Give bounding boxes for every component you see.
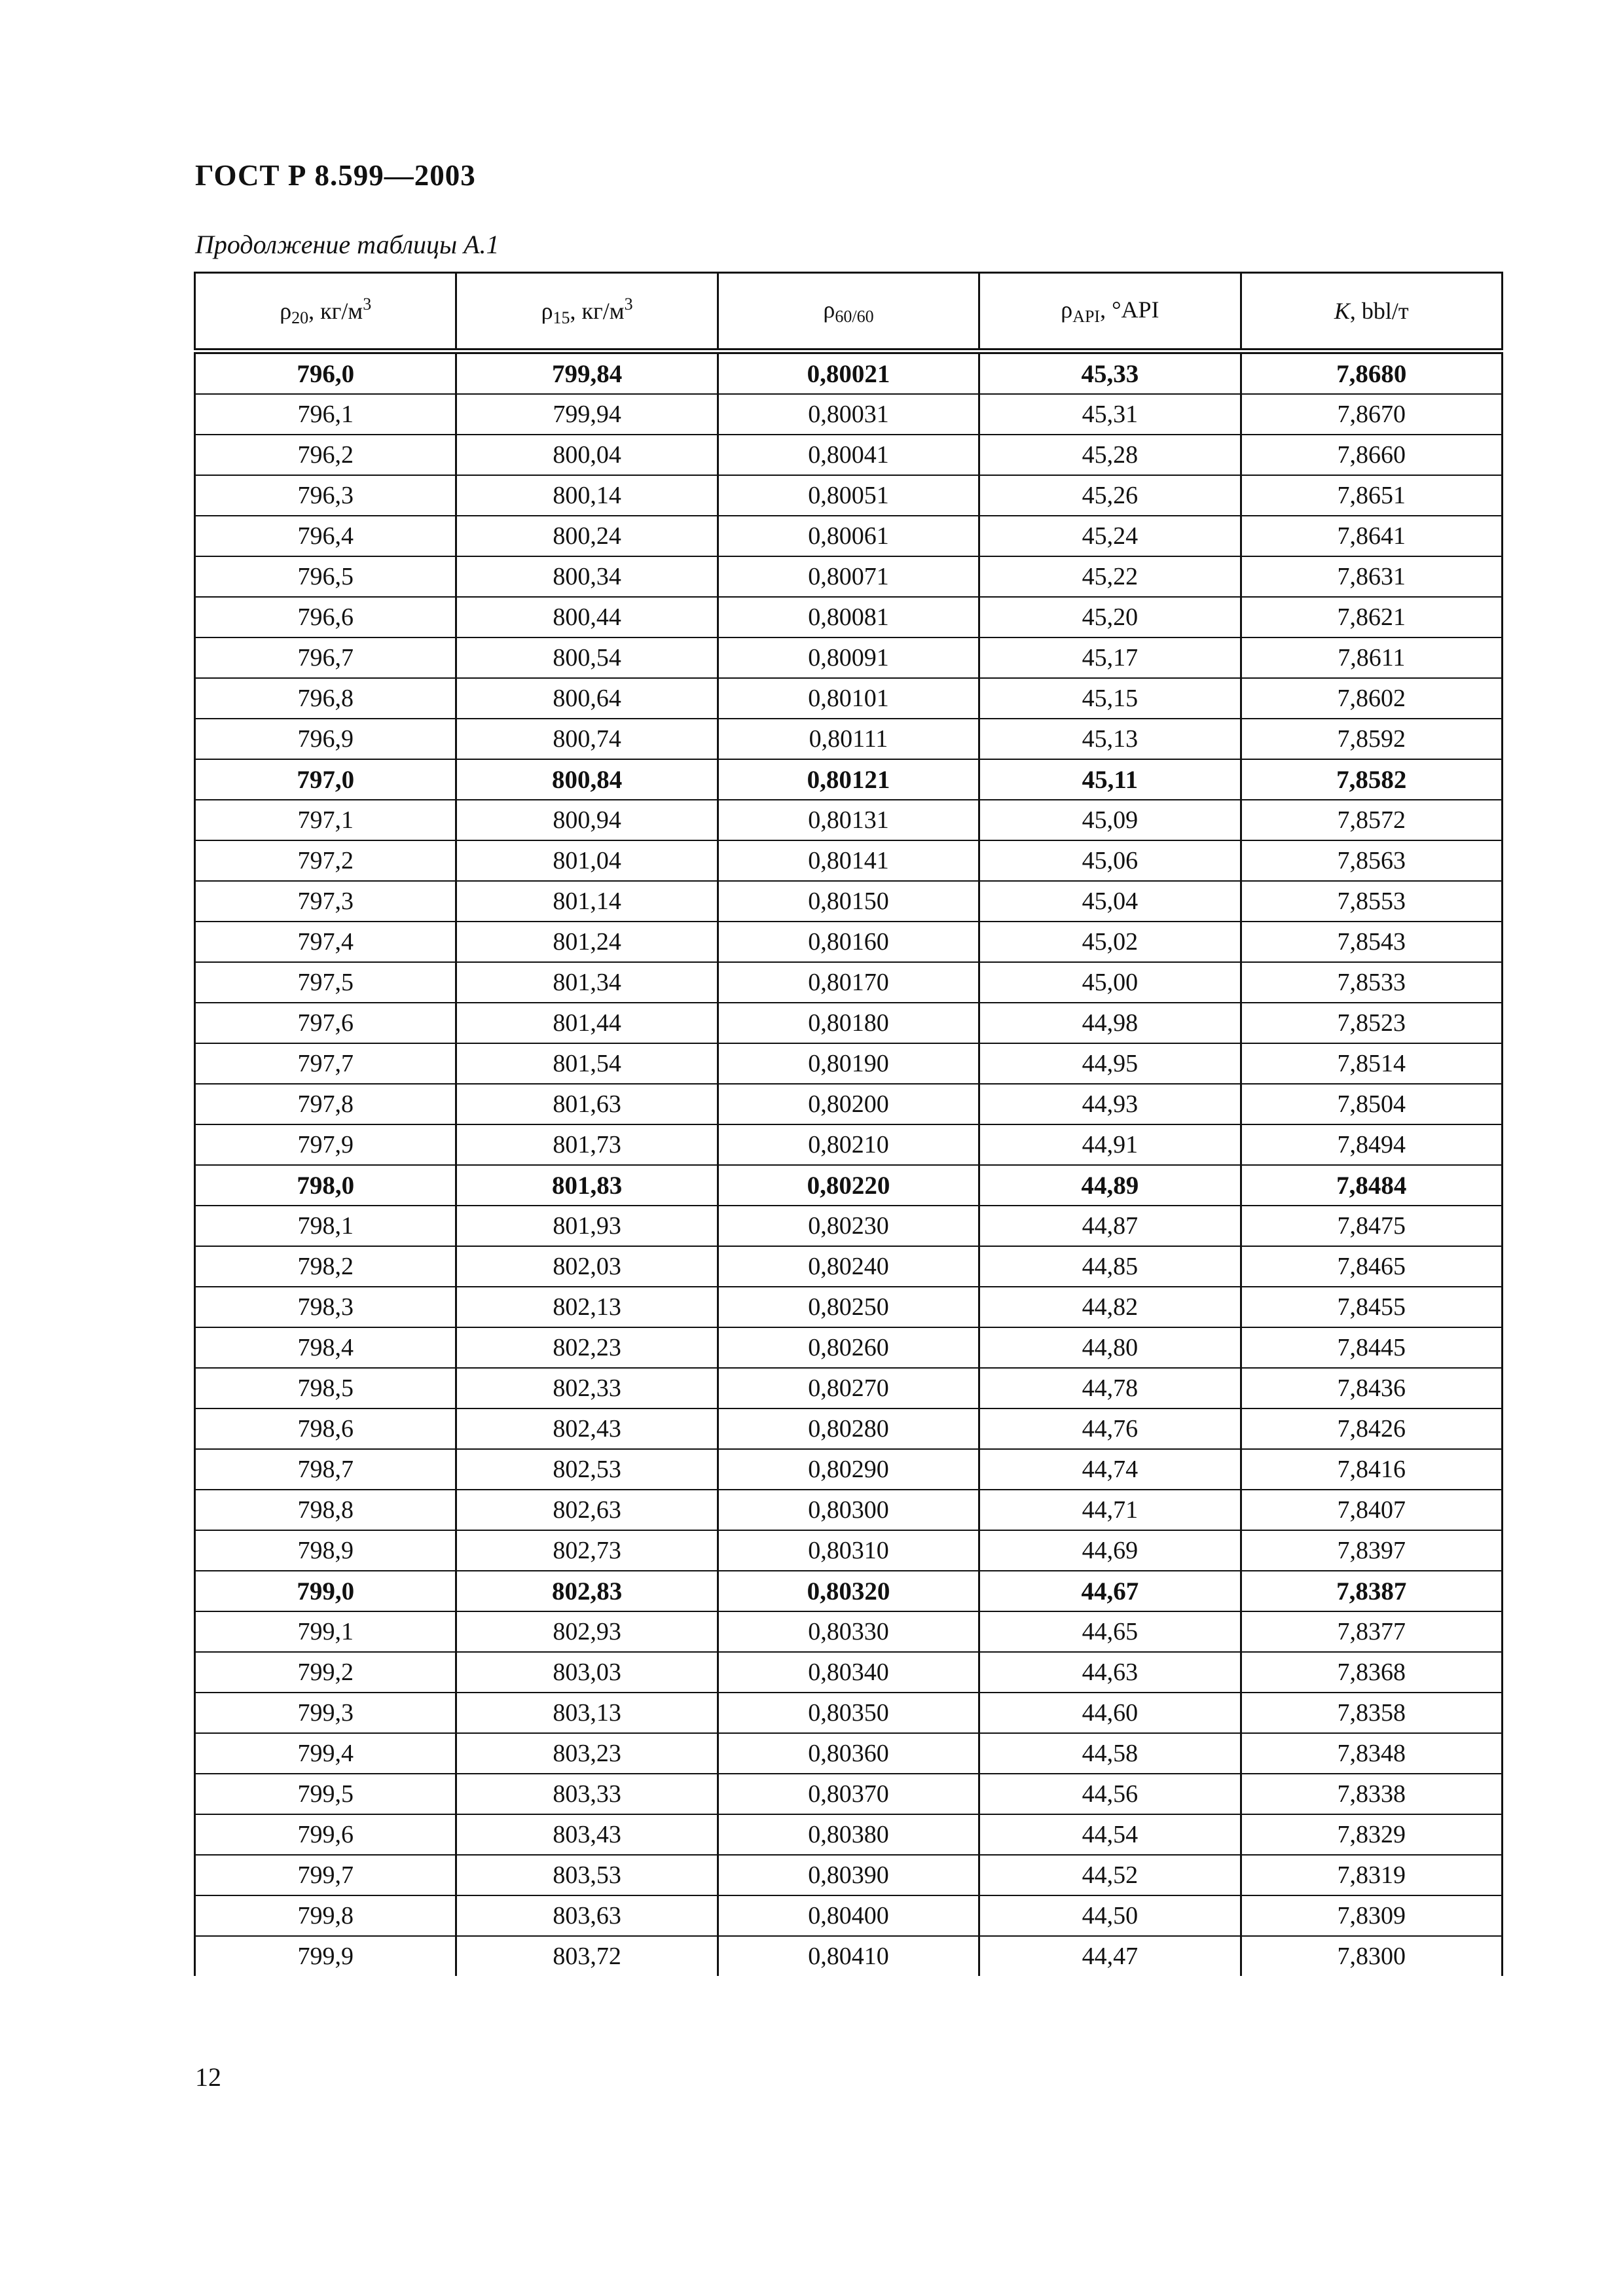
cell-k: 7,8641 (1241, 516, 1502, 556)
cell-rho20: 797,1 (195, 800, 456, 840)
cell-rho60-60: 0,80230 (718, 1206, 979, 1246)
cell-rho60-60: 0,80101 (718, 678, 979, 719)
cell-rho20: 796,2 (195, 435, 456, 475)
column-header-rho15 (456, 273, 718, 351)
cell-rho60-60: 0,80081 (718, 597, 979, 637)
table-row (195, 435, 1503, 475)
cell-k: 7,8407 (1241, 1490, 1502, 1530)
cell-rho20: 799,4 (195, 1733, 456, 1774)
column-header-rho-api (979, 273, 1241, 351)
column-header-rho60-60 (718, 273, 979, 351)
cell-rho15: 800,34 (456, 556, 718, 597)
cell-rho20: 796,0 (195, 351, 456, 395)
cell-rho60-60: 0,80150 (718, 881, 979, 922)
page-number: 12 (195, 2062, 221, 2092)
column-unit: , bbl/т (1349, 298, 1409, 324)
cell-rho20: 797,7 (195, 1043, 456, 1084)
column-superscript: 3 (624, 294, 633, 314)
table-row (195, 922, 1503, 962)
cell-rho-api: 45,02 (979, 922, 1241, 962)
table-row (195, 1814, 1503, 1855)
cell-rho15: 800,14 (456, 475, 718, 516)
cell-rho20: 798,1 (195, 1206, 456, 1246)
cell-rho60-60: 0,80400 (718, 1895, 979, 1936)
cell-k: 7,8455 (1241, 1287, 1502, 1327)
column-symbol: K (1334, 298, 1350, 324)
cell-rho60-60: 0,80390 (718, 1855, 979, 1895)
density-table (194, 272, 1503, 1976)
cell-rho20: 796,3 (195, 475, 456, 516)
cell-k: 7,8553 (1241, 881, 1502, 922)
column-unit: , кг/м (308, 297, 363, 324)
document-code: ГОСТ Р 8.599—2003 (195, 159, 476, 192)
table-row (195, 1084, 1503, 1124)
cell-rho60-60: 0,80061 (718, 516, 979, 556)
cell-rho60-60: 0,80170 (718, 962, 979, 1003)
table-row (195, 1368, 1503, 1408)
cell-rho20: 798,3 (195, 1287, 456, 1327)
table-row (195, 1246, 1503, 1287)
cell-rho15: 802,43 (456, 1408, 718, 1449)
cell-rho-api: 44,58 (979, 1733, 1241, 1774)
table-row (195, 1206, 1503, 1246)
cell-rho15: 801,14 (456, 881, 718, 922)
cell-k: 7,8358 (1241, 1693, 1502, 1733)
cell-rho15: 803,33 (456, 1774, 718, 1814)
cell-rho-api: 44,78 (979, 1368, 1241, 1408)
cell-rho-api: 45,09 (979, 800, 1241, 840)
table-row (195, 800, 1503, 840)
table-row (195, 1003, 1503, 1043)
cell-rho20: 799,3 (195, 1693, 456, 1733)
cell-rho20: 797,0 (195, 759, 456, 800)
cell-rho60-60: 0,80320 (718, 1571, 979, 1611)
cell-rho15: 799,94 (456, 394, 718, 435)
table-row (195, 637, 1503, 678)
cell-rho-api: 44,67 (979, 1571, 1241, 1611)
column-subscript: 60/60 (835, 306, 874, 326)
cell-rho15: 801,63 (456, 1084, 718, 1124)
cell-k: 7,8523 (1241, 1003, 1502, 1043)
cell-rho60-60: 0,80210 (718, 1124, 979, 1165)
cell-rho60-60: 0,80220 (718, 1165, 979, 1206)
column-symbol: ρ (823, 296, 835, 323)
table-row (195, 881, 1503, 922)
table-row (195, 678, 1503, 719)
table-row (195, 1124, 1503, 1165)
table-row (195, 1571, 1503, 1611)
cell-rho-api: 44,74 (979, 1449, 1241, 1490)
table-row (195, 1287, 1503, 1327)
cell-rho15: 800,24 (456, 516, 718, 556)
table-row (195, 962, 1503, 1003)
header-row (195, 273, 1503, 351)
cell-rho-api: 44,56 (979, 1774, 1241, 1814)
cell-k: 7,8338 (1241, 1774, 1502, 1814)
cell-rho20: 798,2 (195, 1246, 456, 1287)
table-row (195, 1165, 1503, 1206)
cell-rho-api: 44,80 (979, 1327, 1241, 1368)
cell-rho15: 800,64 (456, 678, 718, 719)
column-subscript: 20 (291, 308, 309, 327)
cell-rho60-60: 0,80180 (718, 1003, 979, 1043)
cell-rho15: 803,63 (456, 1895, 718, 1936)
table-row (195, 1530, 1503, 1571)
cell-rho60-60: 0,80370 (718, 1774, 979, 1814)
cell-k: 7,8368 (1241, 1652, 1502, 1693)
cell-rho15: 800,44 (456, 597, 718, 637)
cell-rho15: 803,53 (456, 1855, 718, 1895)
column-header-k (1241, 273, 1502, 351)
cell-rho20: 799,0 (195, 1571, 456, 1611)
cell-rho15: 802,33 (456, 1368, 718, 1408)
cell-rho-api: 44,47 (979, 1936, 1241, 1976)
table-row (195, 556, 1503, 597)
cell-rho20: 799,7 (195, 1855, 456, 1895)
cell-rho15: 800,54 (456, 637, 718, 678)
cell-rho-api: 44,63 (979, 1652, 1241, 1693)
cell-rho60-60: 0,80141 (718, 840, 979, 881)
cell-rho60-60: 0,80160 (718, 922, 979, 962)
cell-k: 7,8329 (1241, 1814, 1502, 1855)
cell-rho20: 797,3 (195, 881, 456, 922)
cell-rho20: 796,8 (195, 678, 456, 719)
cell-rho15: 802,23 (456, 1327, 718, 1368)
cell-k: 7,8680 (1241, 351, 1502, 395)
cell-rho20: 799,6 (195, 1814, 456, 1855)
cell-rho60-60: 0,80131 (718, 800, 979, 840)
cell-rho15: 803,23 (456, 1733, 718, 1774)
cell-rho20: 799,8 (195, 1895, 456, 1936)
cell-rho20: 798,0 (195, 1165, 456, 1206)
cell-rho15: 801,04 (456, 840, 718, 881)
cell-rho-api: 45,06 (979, 840, 1241, 881)
cell-rho20: 796,7 (195, 637, 456, 678)
table-row (195, 1733, 1503, 1774)
cell-rho-api: 45,26 (979, 475, 1241, 516)
cell-rho60-60: 0,80290 (718, 1449, 979, 1490)
cell-rho15: 801,44 (456, 1003, 718, 1043)
cell-rho15: 801,54 (456, 1043, 718, 1084)
cell-rho15: 801,83 (456, 1165, 718, 1206)
cell-rho-api: 45,00 (979, 962, 1241, 1003)
cell-rho-api: 45,20 (979, 597, 1241, 637)
cell-rho15: 800,74 (456, 719, 718, 759)
cell-rho-api: 44,87 (979, 1206, 1241, 1246)
cell-k: 7,8602 (1241, 678, 1502, 719)
cell-rho60-60: 0,80380 (718, 1814, 979, 1855)
cell-rho15: 803,03 (456, 1652, 718, 1693)
cell-rho60-60: 0,80280 (718, 1408, 979, 1449)
cell-k: 7,8465 (1241, 1246, 1502, 1287)
cell-rho20: 799,1 (195, 1611, 456, 1652)
column-unit: , °API (1100, 296, 1159, 323)
table-row (195, 719, 1503, 759)
cell-rho20: 797,8 (195, 1084, 456, 1124)
cell-rho15: 800,04 (456, 435, 718, 475)
cell-rho20: 798,8 (195, 1490, 456, 1530)
cell-rho60-60: 0,80330 (718, 1611, 979, 1652)
table-row (195, 475, 1503, 516)
cell-rho15: 803,13 (456, 1693, 718, 1733)
cell-rho-api: 45,13 (979, 719, 1241, 759)
cell-rho15: 802,73 (456, 1530, 718, 1571)
table-row (195, 1652, 1503, 1693)
cell-rho-api: 44,69 (979, 1530, 1241, 1571)
table-header (195, 273, 1503, 351)
cell-rho60-60: 0,80260 (718, 1327, 979, 1368)
column-symbol: ρ (280, 297, 292, 324)
cell-rho60-60: 0,80410 (718, 1936, 979, 1976)
cell-rho15: 802,93 (456, 1611, 718, 1652)
cell-k: 7,8475 (1241, 1206, 1502, 1246)
cell-rho-api: 44,91 (979, 1124, 1241, 1165)
cell-rho60-60: 0,80240 (718, 1246, 979, 1287)
cell-rho15: 802,03 (456, 1246, 718, 1287)
cell-rho20: 798,4 (195, 1327, 456, 1368)
cell-rho15: 803,43 (456, 1814, 718, 1855)
column-superscript: 3 (363, 294, 372, 314)
column-symbol: ρ (1061, 296, 1073, 323)
cell-rho60-60: 0,80310 (718, 1530, 979, 1571)
table-row (195, 1043, 1503, 1084)
column-subscript: 15 (553, 308, 570, 327)
table-row (195, 351, 1503, 395)
cell-k: 7,8660 (1241, 435, 1502, 475)
cell-k: 7,8377 (1241, 1611, 1502, 1652)
cell-rho20: 798,9 (195, 1530, 456, 1571)
table-row (195, 1327, 1503, 1368)
cell-k: 7,8533 (1241, 962, 1502, 1003)
cell-rho15: 801,73 (456, 1124, 718, 1165)
cell-rho60-60: 0,80021 (718, 351, 979, 395)
cell-rho-api: 44,89 (979, 1165, 1241, 1206)
cell-rho20: 796,4 (195, 516, 456, 556)
cell-rho20: 796,9 (195, 719, 456, 759)
cell-rho-api: 44,95 (979, 1043, 1241, 1084)
cell-rho60-60: 0,80121 (718, 759, 979, 800)
column-subscript: API (1072, 306, 1101, 326)
cell-rho60-60: 0,80350 (718, 1693, 979, 1733)
cell-rho60-60: 0,80041 (718, 435, 979, 475)
cell-rho-api: 44,60 (979, 1693, 1241, 1733)
table-row (195, 840, 1503, 881)
table-row (195, 1693, 1503, 1733)
cell-rho20: 799,9 (195, 1936, 456, 1976)
table-row (195, 516, 1503, 556)
cell-rho-api: 45,24 (979, 516, 1241, 556)
cell-k: 7,8484 (1241, 1165, 1502, 1206)
table-row (195, 1408, 1503, 1449)
cell-rho-api: 45,15 (979, 678, 1241, 719)
table-container (194, 272, 1503, 1976)
cell-k: 7,8436 (1241, 1368, 1502, 1408)
cell-k: 7,8387 (1241, 1571, 1502, 1611)
cell-rho20: 798,7 (195, 1449, 456, 1490)
cell-rho15: 802,83 (456, 1571, 718, 1611)
cell-k: 7,8582 (1241, 759, 1502, 800)
cell-k: 7,8592 (1241, 719, 1502, 759)
cell-rho20: 797,2 (195, 840, 456, 881)
cell-k: 7,8651 (1241, 475, 1502, 516)
cell-rho-api: 44,85 (979, 1246, 1241, 1287)
table-caption: Продолжение таблицы А.1 (195, 230, 500, 259)
cell-rho-api: 44,93 (979, 1084, 1241, 1124)
cell-rho20: 797,5 (195, 962, 456, 1003)
cell-rho15: 801,34 (456, 962, 718, 1003)
cell-rho15: 803,72 (456, 1936, 718, 1976)
cell-rho60-60: 0,80031 (718, 394, 979, 435)
table-row (195, 1611, 1503, 1652)
table-row (195, 759, 1503, 800)
cell-k: 7,8572 (1241, 800, 1502, 840)
cell-rho20: 797,9 (195, 1124, 456, 1165)
column-header-rho20 (195, 273, 456, 351)
cell-rho15: 800,84 (456, 759, 718, 800)
cell-rho15: 799,84 (456, 351, 718, 395)
cell-rho15: 801,24 (456, 922, 718, 962)
cell-rho-api: 44,52 (979, 1855, 1241, 1895)
cell-rho-api: 45,04 (979, 881, 1241, 922)
cell-k: 7,8494 (1241, 1124, 1502, 1165)
table-row (195, 1774, 1503, 1814)
cell-rho-api: 45,33 (979, 351, 1241, 395)
cell-rho20: 799,2 (195, 1652, 456, 1693)
cell-k: 7,8504 (1241, 1084, 1502, 1124)
cell-rho60-60: 0,80091 (718, 637, 979, 678)
cell-rho20: 797,4 (195, 922, 456, 962)
cell-k: 7,8348 (1241, 1733, 1502, 1774)
cell-rho60-60: 0,80360 (718, 1733, 979, 1774)
cell-rho20: 796,1 (195, 394, 456, 435)
cell-rho15: 800,94 (456, 800, 718, 840)
cell-rho60-60: 0,80270 (718, 1368, 979, 1408)
cell-k: 7,8543 (1241, 922, 1502, 962)
cell-rho60-60: 0,80250 (718, 1287, 979, 1327)
cell-k: 7,8445 (1241, 1327, 1502, 1368)
cell-rho60-60: 0,80300 (718, 1490, 979, 1530)
cell-k: 7,8319 (1241, 1855, 1502, 1895)
column-symbol: ρ (541, 297, 553, 324)
cell-rho-api: 44,50 (979, 1895, 1241, 1936)
table-row (195, 597, 1503, 637)
cell-rho-api: 44,98 (979, 1003, 1241, 1043)
cell-rho15: 801,93 (456, 1206, 718, 1246)
cell-rho20: 796,6 (195, 597, 456, 637)
cell-rho-api: 45,28 (979, 435, 1241, 475)
cell-rho-api: 45,11 (979, 759, 1241, 800)
table-row (195, 1449, 1503, 1490)
cell-k: 7,8300 (1241, 1936, 1502, 1976)
cell-rho60-60: 0,80111 (718, 719, 979, 759)
table-body (195, 351, 1503, 1977)
cell-rho15: 802,63 (456, 1490, 718, 1530)
column-unit: , кг/м (570, 297, 625, 324)
cell-rho-api: 45,17 (979, 637, 1241, 678)
cell-rho15: 802,13 (456, 1287, 718, 1327)
cell-rho20: 797,6 (195, 1003, 456, 1043)
cell-rho60-60: 0,80190 (718, 1043, 979, 1084)
cell-rho20: 796,5 (195, 556, 456, 597)
cell-k: 7,8621 (1241, 597, 1502, 637)
cell-k: 7,8309 (1241, 1895, 1502, 1936)
cell-rho-api: 44,65 (979, 1611, 1241, 1652)
cell-rho-api: 45,22 (979, 556, 1241, 597)
cell-k: 7,8611 (1241, 637, 1502, 678)
cell-k: 7,8426 (1241, 1408, 1502, 1449)
cell-rho60-60: 0,80051 (718, 475, 979, 516)
cell-k: 7,8416 (1241, 1449, 1502, 1490)
table-row (195, 1855, 1503, 1895)
cell-rho15: 802,53 (456, 1449, 718, 1490)
cell-k: 7,8631 (1241, 556, 1502, 597)
cell-k: 7,8563 (1241, 840, 1502, 881)
table-row (195, 394, 1503, 435)
cell-k: 7,8670 (1241, 394, 1502, 435)
cell-rho60-60: 0,80200 (718, 1084, 979, 1124)
cell-rho-api: 44,76 (979, 1408, 1241, 1449)
cell-rho60-60: 0,80340 (718, 1652, 979, 1693)
cell-k: 7,8514 (1241, 1043, 1502, 1084)
cell-rho-api: 44,82 (979, 1287, 1241, 1327)
table-row (195, 1895, 1503, 1936)
cell-rho20: 798,6 (195, 1408, 456, 1449)
cell-rho20: 798,5 (195, 1368, 456, 1408)
cell-k: 7,8397 (1241, 1530, 1502, 1571)
cell-rho-api: 44,54 (979, 1814, 1241, 1855)
cell-rho60-60: 0,80071 (718, 556, 979, 597)
table-row (195, 1936, 1503, 1976)
cell-rho20: 799,5 (195, 1774, 456, 1814)
table-row (195, 1490, 1503, 1530)
cell-rho-api: 44,71 (979, 1490, 1241, 1530)
cell-rho-api: 45,31 (979, 394, 1241, 435)
